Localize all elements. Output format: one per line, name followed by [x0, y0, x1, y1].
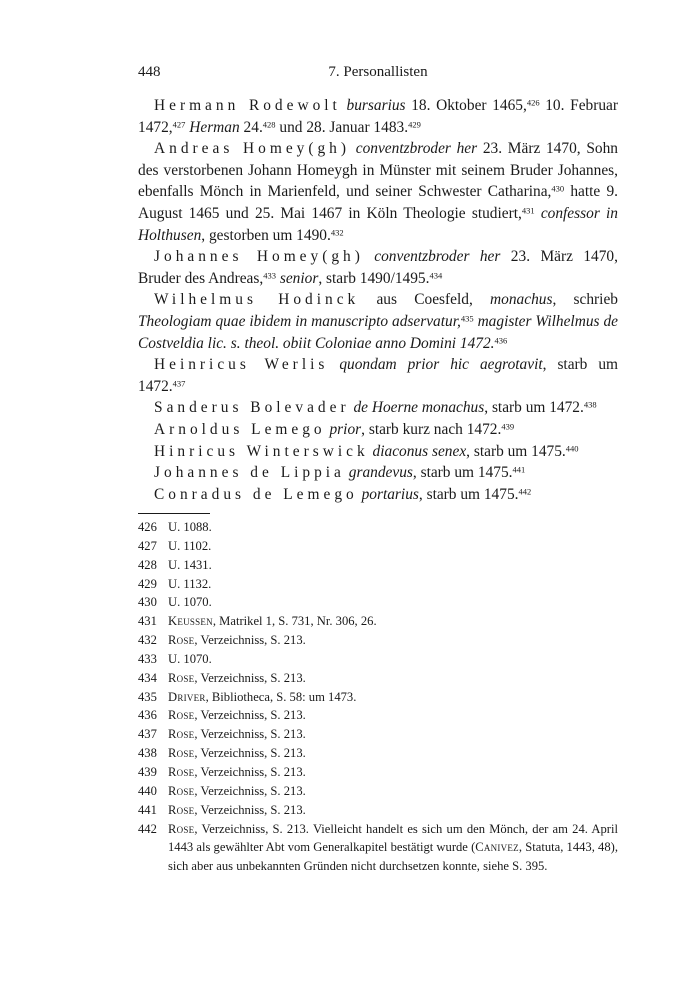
author-name: Rose — [168, 802, 195, 817]
person-name: Johannes de Lippia — [154, 464, 345, 482]
footnote-text — [168, 688, 618, 707]
footnote-number: 441 — [138, 802, 157, 817]
author-name: Keussen — [168, 614, 213, 629]
footnote-number: 428 — [138, 557, 157, 572]
footnote-reference: 431 — [521, 205, 535, 216]
person-entry — [138, 246, 618, 289]
footnote-text — [168, 537, 618, 556]
footnote-divider — [138, 513, 210, 514]
text-run: , Verzeichniss, S. 213. — [194, 746, 306, 761]
person-name: Arnoldus Lemego — [154, 420, 326, 438]
footnote-reference: 428 — [262, 118, 276, 129]
italic-text: magister Wilhelmus de Costveldia lic. s. theol. obiit Coloniae anno Domini 1472. — [138, 312, 618, 352]
italic-text: senior — [279, 269, 319, 287]
page-number: 448 — [138, 64, 161, 80]
footnote-reference: 432 — [330, 226, 344, 237]
person-entry — [138, 419, 618, 441]
running-title: 7. Personallisten — [328, 64, 428, 80]
text-run: , Verzeichniss, S. 213. — [194, 783, 306, 798]
running-head — [138, 62, 618, 82]
text-run: U. 1070. — [168, 651, 212, 666]
text-run: , Verzeichniss, S. 213. — [194, 764, 306, 779]
footnote-number: 440 — [138, 783, 157, 798]
personnel-list — [138, 95, 618, 505]
italic-text: quondam prior hic aegrotavit — [339, 356, 543, 374]
footnote-reference: 436 — [494, 334, 508, 345]
text-run: 24. — [239, 118, 263, 136]
text-run: , starb um 1475. — [412, 464, 513, 482]
italic-text: conventzbroder her — [355, 140, 478, 158]
text-run: , starb 1490/1495. — [318, 269, 430, 287]
footnote-number: 430 — [138, 595, 157, 610]
footnote-number: 426 — [138, 520, 157, 534]
footnote-text — [168, 612, 618, 631]
footnote-text — [168, 593, 618, 612]
footnote-reference: 430 — [551, 183, 565, 194]
footnote — [138, 537, 618, 556]
author-name: Rose — [168, 783, 195, 798]
footnote-reference: 438 — [583, 399, 597, 410]
text-run: , Verzeichniss, S. 213. — [194, 708, 306, 723]
author-name: Rose — [168, 821, 195, 836]
italic-text: conventzbroder her — [374, 248, 501, 266]
footnote-reference: 435 — [460, 313, 474, 324]
person-name: Johannes Homey(gh) — [154, 248, 364, 266]
footnote-number: 434 — [138, 670, 157, 685]
footnote — [138, 669, 618, 688]
footnote-text — [168, 763, 618, 782]
footnote-number: 432 — [138, 633, 157, 648]
footnotes — [138, 518, 618, 876]
footnote — [138, 650, 618, 669]
footnote — [138, 688, 618, 707]
text-run: und 28. Januar 1483. — [275, 118, 409, 136]
footnote — [138, 782, 618, 801]
footnote-reference: 429 — [408, 118, 421, 129]
person-entry — [138, 138, 618, 246]
person-entry — [138, 289, 618, 354]
footnote — [138, 725, 618, 744]
footnote-reference: 437 — [172, 378, 186, 389]
person-name: Wilhelmus Hodinck — [154, 291, 360, 309]
footnote-text — [168, 650, 618, 669]
footnote — [138, 612, 618, 631]
footnote — [138, 556, 618, 575]
person-name: Heinricus Werlis — [154, 356, 329, 374]
italic-text: de Hoerne monachus — [353, 399, 485, 417]
text-run: , schrieb — [552, 291, 618, 309]
text-run: , starb um 1472. — [138, 356, 618, 395]
author-name: Canivez — [475, 840, 519, 855]
italic-text: grandevus — [348, 464, 413, 482]
text-run — [328, 356, 339, 373]
footnote-text — [168, 669, 618, 688]
footnote-reference: 426 — [526, 97, 540, 108]
footnote — [138, 801, 618, 820]
person-name: Conradus de Lemego — [154, 485, 358, 503]
person-entry — [138, 441, 618, 463]
footnote — [138, 631, 618, 650]
text-run: , Verzeichniss, S. 213. — [194, 802, 306, 817]
footnote-text — [168, 820, 618, 877]
text-run: U. 1132. — [168, 576, 212, 591]
footnote-text — [168, 631, 618, 650]
text-run: , starb kurz nach 1472. — [361, 420, 502, 438]
footnote-text — [168, 744, 618, 763]
footnote-number: 427 — [138, 538, 157, 553]
italic-text: prior — [329, 420, 362, 438]
text-run: , Statuta, 1443, 48), sich aber aus unbekannten Gründen nicht durchsetzen konnte, siehe S. 395. — [168, 840, 618, 874]
text-run: , starb um 1475. — [466, 442, 566, 460]
text-run: U. 1102. — [168, 538, 212, 553]
footnote-number: 437 — [138, 727, 157, 742]
person-entry — [138, 95, 618, 138]
person-name: Andreas Homey(gh) — [154, 140, 351, 158]
footnote-text — [168, 575, 618, 594]
footnote-number: 439 — [138, 764, 157, 779]
footnote-number: 429 — [138, 576, 157, 591]
text-run: , Verzeichniss, S. 213. — [194, 633, 306, 648]
footnote-text — [168, 706, 618, 725]
footnote-text — [168, 556, 618, 575]
footnote — [138, 593, 618, 612]
author-name: Rose — [168, 746, 195, 761]
footnote-text — [168, 782, 618, 801]
person-name: Sanderus Bolevader — [154, 399, 350, 417]
text-run: U. 1070. — [168, 595, 212, 610]
footnote-number: 438 — [138, 746, 157, 761]
text-run: U. 1088. — [168, 520, 212, 534]
text-run: 23. März 1470, Bruder des Andreas, — [138, 248, 618, 287]
text-run: 10. Februar 1472, — [138, 97, 619, 136]
text-run: , Bibliotheca, S. 58: um 1473. — [205, 689, 357, 704]
author-name: Rose — [168, 764, 195, 779]
footnote-reference: 434 — [429, 270, 443, 281]
footnote-number: 436 — [138, 708, 157, 723]
footnote-reference: 433 — [263, 270, 276, 281]
footnote-text — [168, 801, 618, 820]
footnote-reference: 439 — [501, 421, 515, 432]
text-run — [364, 248, 374, 265]
person-entry — [138, 484, 618, 506]
footnote-number: 433 — [138, 651, 157, 666]
author-name: Rose — [168, 670, 195, 685]
person-name: Hinricus Winterswick — [154, 442, 369, 460]
footnote — [138, 575, 618, 594]
text-run: , starb um 1475. — [418, 485, 519, 503]
text-run: , Matrikel 1, S. 731, Nr. 306, 26. — [212, 614, 377, 629]
author-name: Rose — [168, 727, 195, 742]
footnote-number: 431 — [138, 614, 157, 629]
text-run: U. 1431. — [168, 557, 212, 572]
italic-text: confessor in Holthusen — [138, 204, 618, 244]
italic-text: diaconus senex — [372, 442, 467, 460]
text-run: 18. Oktober 1465, — [405, 97, 527, 114]
italic-text: monachus — [490, 291, 553, 309]
footnote — [138, 518, 618, 537]
text-run: , starb um 1472. — [484, 399, 584, 417]
italic-text: Theologiam quae ibidem in manuscripto adservatur, — [138, 312, 461, 330]
text-run: hatte 9. August 1465 und 25. Mai 1467 in Köln Theologie studiert, — [138, 183, 618, 222]
italic-text: bursarius — [346, 97, 406, 114]
person-entry — [138, 354, 618, 397]
italic-text: portarius — [361, 485, 419, 503]
text-run: aus Coesfeld, — [359, 291, 491, 309]
text-run: , Verzeichniss, S. 213. Vielleicht handelt es sich um den Mönch, der am 24. April 1443 als gewählter Abt vom Generalkapitel bestätigt wurde ( — [168, 821, 618, 855]
person-name: Hermann Rodewolt — [154, 97, 341, 114]
footnote-reference: 427 — [172, 118, 186, 129]
footnote — [138, 820, 618, 877]
footnote — [138, 706, 618, 725]
author-name: Rose — [168, 633, 195, 648]
footnote-reference: 442 — [518, 486, 532, 497]
footnote-text — [168, 518, 618, 537]
footnote-reference: 440 — [565, 442, 579, 453]
person-entry — [138, 462, 618, 484]
footnote — [138, 744, 618, 763]
footnote-text — [168, 725, 618, 744]
footnote-number: 435 — [138, 689, 157, 704]
author-name: Rose — [168, 708, 195, 723]
footnote-number: 442 — [138, 821, 157, 836]
footnote — [138, 763, 618, 782]
text-run: , Verzeichniss, S. 213. — [194, 727, 306, 742]
text-run: 23. März 1470, Sohn des verstorbenen Johann Homeygh in Münster mit seinem Bruder Johannes, ebenfalls Mönch in Marienfeld, und seiner Schwester Catharina, — [138, 140, 618, 201]
author-name: Driver — [168, 689, 206, 704]
italic-text: Herman — [189, 118, 240, 136]
text-run: , gestorben um 1490. — [201, 226, 331, 244]
footnote-reference: 441 — [512, 464, 526, 475]
person-entry — [138, 397, 618, 419]
text-run: , Verzeichniss, S. 213. — [194, 670, 306, 685]
